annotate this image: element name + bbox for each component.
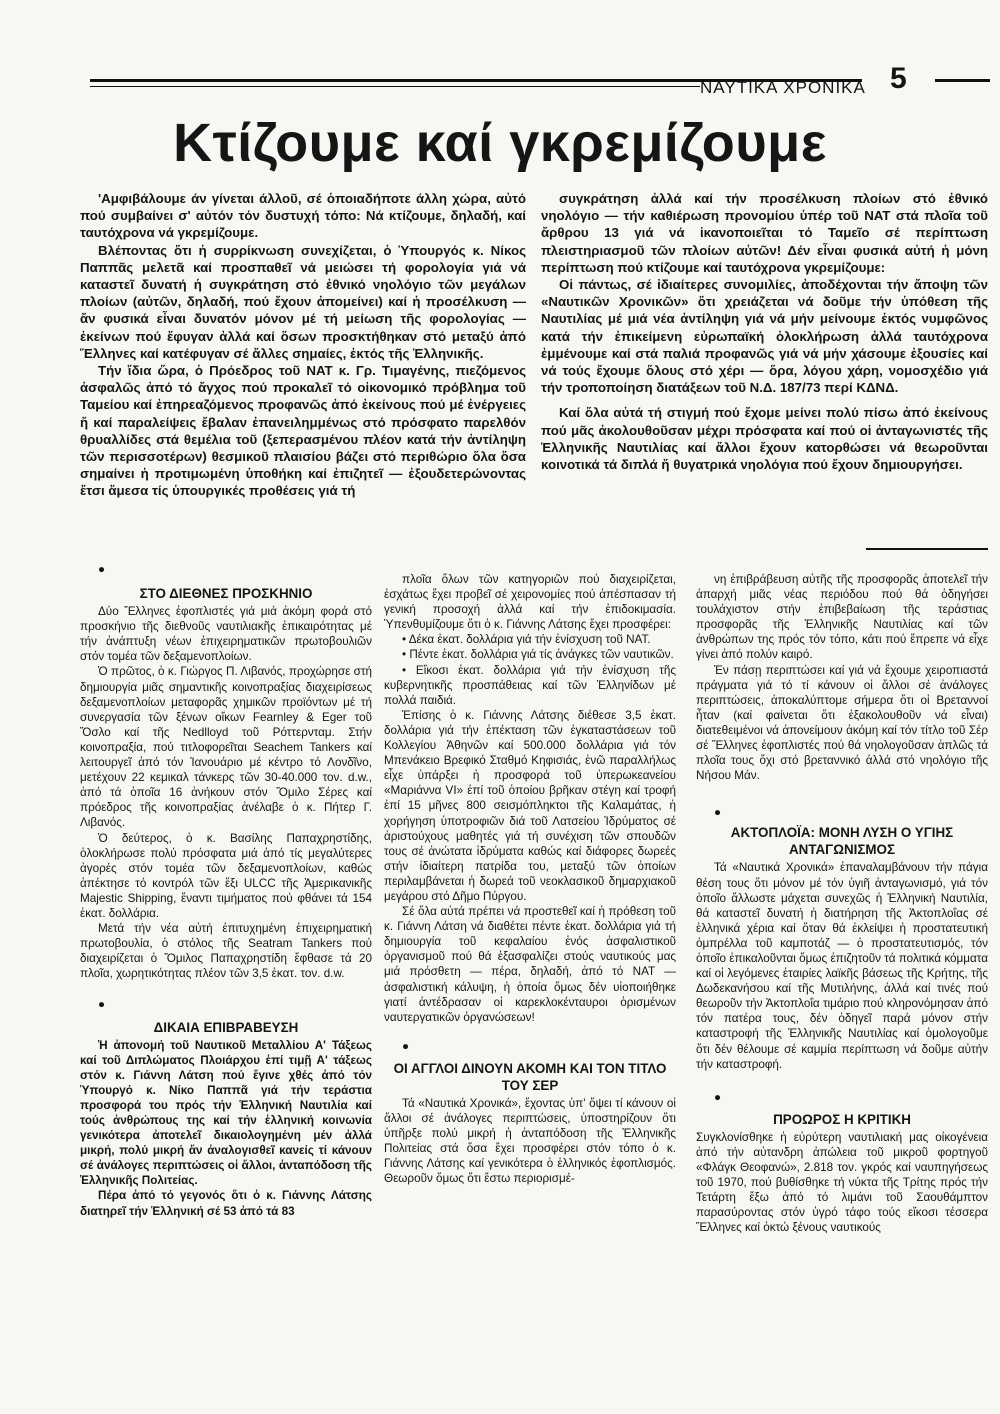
section-title: ΔΙΚΑΙΑ ΕΠΙΒΡΑΒΕΥΣΗ — [153, 1019, 299, 1035]
section-bullet: ● — [98, 563, 106, 576]
article-end-rule — [866, 548, 988, 550]
bullet-item: • Εἴκοσι ἑκατ. δολλάρια γιά τήν ἐνίσχυση τῆς κυβερνητικῆς προσπάθειας καί τῶν Ἑλληνίδων μέ πολλά παιδιά. — [384, 663, 676, 707]
body-paragraph: Συγκλονίσθηκε ἡ εὐρύτερη ναυτιλιακή μας οἰκογένεια ἀπό τήν αὐτανδρη ἀπώλεια τοῦ μικροῦ φορτηγοῦ «Φλάγκ Θεοφανώ», 2.818 τον. γκρός καί ναυπηγήσεως τοῦ 1970, πού βυθίσθηκε τή νύκτα τῆς Τρίτης πρός τήν Τετάρτη ἔξω ἀπό τό λιμάνι τοῦ Σαουθάμπτον παρασύροντας στόν ὑγρό τάφο τούς εἴκοσι τέσσερα Ἕλληνες καί ὀκτώ ξένους ναυτικούς — [696, 1130, 988, 1235]
column-3 — [696, 572, 988, 1398]
section-title: ΟΙ ΑΓΓΛΟΙ ΔΙΝΟΥΝ ΑΚΟΜΗ ΚΑΙ ΤΟΝ ΤΙΤΛΟ ΤΟΥ ΣΕΡ — [393, 1060, 667, 1093]
bullet-item: • Πέντε ἑκατ. δολλάρια γιά τίς ἀνάγκες τῶν ναυτικῶν. — [402, 648, 674, 662]
section-bullet: ● — [714, 806, 722, 820]
lead-paragraph: Καί ὅλα αὐτά τή στιγμή πού ἔχομε μείνει πολύ πίσω ἀπό ἐκείνους πού μᾶς ἀκολουθοῦσαν μέχρι πρόσφατα καί πού οἱ ἀνταγωνιστές τῆς Ἑλληνικῆς Ναυτιλίας καί ἄλλοι ἔχουν κατορθώσει νά θεωροῦνται κοινοτικά τά διπλά ἤ θυγατρικά νηολόγια πού ἔχουν δημιουργήσει. — [541, 405, 988, 473]
headline: Κτίζουμε καί γκρεμίζουμε — [173, 113, 827, 173]
column-2 — [384, 572, 676, 1398]
section-title: ΠΡΟΩΡΟΣ Η ΚΡΙΤΙΚΗ — [773, 1111, 911, 1127]
top-rule-right — [935, 79, 990, 82]
body-paragraph: Πέρα ἀπό τό γεγονός ὅτι ὁ κ. Γιάννης Λάτσης διατηρεῖ τήν Ἑλληνική σέ 53 ἀπό τά 83 — [80, 1189, 372, 1218]
publication-name: ΝΑΥΤΙΚΑ ΧΡΟΝΙΚΑ — [700, 78, 866, 97]
body-paragraph: Σέ ὅλα αὐτά πρέπει νά προστεθεῖ καί ἡ πρόθεση τοῦ κ. Γιάννη Λάτση νά διαθέτει πέντε ἑκατ. δολλάρια γιά τή δημιουργία τοῦ κεφαλαίου ἑνός ἀσφαλιστικοῦ ὀργανισμοῦ πού θά ἐξασφαλίζει στούς ναυτικούς μας μιά πρόσθετη — πέρα, δηλαδή, ἀπό τό ΝΑΤ — ἀσφαλιστική κάλυψη, ἡ ὁποία ὅμως δέν υἱοποιήθηκε γιατί ἀντέδρασαν οἱ καρεκλοκένταυροι ὁρισμένων ναυτεργατικῶν ὀργανώσεων! — [384, 905, 676, 1024]
body-paragraph: Ἐν πάσῃ περιπτώσει καί γιά νά ἔχουμε χειροπιαστά πράγματα γιά τό τί κάνουν οἱ ἄλλοι σέ ἀνάλογες περιπτώσεις, ἀποκαλύπτομε σήμερα ὅτι οἱ Βρεταννοί ἦταν (καί φαίνεται ὅτι ἐξακολουθοῦν νά εἶναι) διατεθειμένοι νά ἀπονείμουν ἀκόμη καί τόν τίτλο τοῦ Σέρ σέ Ἕλληνες ἐφοπλιστές πού θά νηολογοῦσαν ἁπλῶς τά πλοῖα τους ὄχι στό βρεταννικό ἀλλά στό νηολόγιο τῆς Νήσου Μάν. — [696, 663, 988, 783]
lead-paragraph: 'Αμφιβάλουμε άν γίνεται άλλοῦ, σέ ὁποιαδήποτε άλλη χώρα, αὐτό πού συμβαίνει σ' αὐτόν τόν δυστυχή τόπο: Νά κτίζουμε, δηλαδή, καί ταυτόχρονα νά γκρεμίζουμε. — [80, 191, 526, 241]
section-bullet: ● — [402, 1039, 410, 1053]
page-number: 5 — [890, 62, 907, 95]
body-paragraph: νη ἐπιβράβευση αὐτῆς τῆς προσφορᾶς ἀποτελεῖ τήν ἀπαρχή μιᾶς νέας περιόδου πού θά ὁδηγήσει τουλάχιστον στήν ἐπιβεβαίωση τῆς τεράστιας προσφορᾶς τῆς Ἑλληνικῆς Ναυτιλίας καί τῶν ἀνθρώπων της πρός τόν τόπο, κάτι πού ἔπρεπε νά εἶχε γίνει ἀπό πολύν καιρό. — [696, 573, 988, 662]
lead-paragraph: Βλέποντας ὅτι ἡ συρρίκνωση συνεχίζεται, ὁ Ὑπουργός κ. Νίκος Παππᾶς μελετᾶ καί προσπαθεῖ νά μειώσει τή φορολογία γιά νά καταστεῖ δυνατή ἡ συγκράτηση στό ἐθνικό νηολόγιο τῶν μεγάλων πλοίων (αὐτῶν, δηλαδή, πού ἔχουν ἀπομείνει) καί ἡ προσέλκυση — ἄν φυσικά εἶναι δυνατόν μόνον μέ τή μείωση τῆς φορολογίας — ἐκείνων πού ἔφυγαν ἀλλά καί ὅσων προσκτήθηκαν στό μεταξύ ἀπό Ἕλληνες καί κατέφυγαν σέ ἄλλες σημαίες, ἐκτός τῆς Ἑλληνικῆς. — [80, 242, 526, 361]
lead-paragraph: Τήν ἴδια ὥρα, ὁ Πρόεδρος τοῦ ΝΑΤ κ. Γρ. Τιμαγένης, πιεζόμενος ἀσφαλῶς ἀπό τό ἄγχος πού προκαλεῖ τό οἰκονομικό πρόβλημα τοῦ Ταμείου καί ἐπηρεαζόμενος προφανῶς ἀπό ἐκείνους πού μέ ἐνέργειες ἤ καί παραλείψεις ἔβαλαν ἐπανειλημμένως στό πρόσφατο παρελθόν θρυαλλίδες στά θεμέλια τοῦ (ξεπερασμένου πλέον κατά τήν ἀντίληψη τῶν περισσοτέρων) θεσμικοῦ πλαισίου βάζει στό περιθώριο ὅλα ὅσα σημαίνει ἡ προτιμωμένη ὑποθήκη καί ἐπιζητεῖ — ἐξουδετερώνοντας ἔτσι ἄμεσα τίς ὑπουργικές προθέσεις γιά τή — [80, 363, 526, 499]
section-bullet: ● — [98, 998, 106, 1012]
column-1 — [80, 562, 372, 1398]
main-article-left-column — [80, 190, 526, 562]
body-paragraph: Ἐπίσης ὁ κ. Γιάννης Λάτσης διέθεσε 3,5 ἑκατ. δολλάρια γιά τήν ἐπέκταση τῶν ἐγκαταστάσεων τοῦ Κολλεγίου Ἀθηνῶν καί 500.000 δολλάρια γιά τόν Μπενάκειο Βρεφικό Σταθμό Κηφισιάς, ἐνῶ παραλλήλως εἶχε ὑπάρξει ἡ προσφορά τοῦ ὑπερωκεανείου «Μαριάννα VI» ἐπί τοῦ ὁποίου βρῆκαν στέγη καί τροφή ἐπί 15 μῆνες 800 σεισμόπληκτοι τῆς Καλαμάτας, ἡ χορήγηση ὑποτροφιῶν διά τοῦ Λατσείου Ἱδρύματος σέ ἀριστούχους μαθητές γιά τή συνέχιση τῶν σπουδῶν τους σέ ἀνώτατα ἱδρύματα καθώς καί διάφορες δωρεές στήν ἰδιαίτερη πατρίδα του, μεταξύ τῶν ὁποίων περιλαμβάνεται ἡ δωρεά τοῦ νεοκλασικοῦ δημαρχιακοῦ μεγάρου στό Δῆμο Πύργου. — [384, 708, 676, 903]
body-paragraph: Δύο Ἕλληνες ἐφοπλιστές γιά μιά ἀκόμη φορά στό προσκήνιο τῆς διεθνοῦς ναυτιλιακῆς ἐπικαιρότητας μέ τήν ἀνάπτυξη νέων ἐπιχειρηματικῶν πρωτοβουλιῶν στόν τομέα τῶν δεξαμενοπλοίων. — [80, 605, 372, 664]
section-title: ΣΤΟ ΔΙΕΘΝΕΣ ΠΡΟΣΚΗΝΙΟ — [139, 586, 313, 602]
section-bullet: ● — [714, 1090, 722, 1104]
lead-paragraph: συγκράτηση ἀλλά καί τήν προσέλκυση πλοίων στό ἐθνικό νηολόγιο — τήν καθιέρωση προνομίου ὑπέρ τοῦ ΝΑΤ στά πλοῖα τοῦ ἄρθρου 13 γιά νά ἱκανοποιεῖται τό Ταμεῖο σέ περίπτωση πλειστηριασμοῦ τῶν πλοίων αὐτῶν! Δέν εἶναι φυσικά αὐτή ἡ μόνη περίπτωση πού κτίζουμε καί ταυτόχρονα γκρεμίζουμε: — [541, 191, 988, 275]
body-paragraph: Ἡ ἀπονομή τοῦ Ναυτικοῦ Μεταλλίου Α' Τάξεως καί τοῦ Διπλώματος Πλοιάρχου ἐπί τιμῇ Α' τάξεως στόν κ. Γιάννη Λάτση πού ἔγινε χθές ἀπό τόν Ὑπουργό κ. Νίκο Παππᾶ γιά τήν τεράστια προσφορά του πρός τήν Ἑλληνική Ναυτιλία καί τούς ἀνθρώπους της καί τήν ἑλληνική κοινωνία γενικότερα ἀποτελεῖ δικαιολογημένη μέν ἀλλά μικρή, πολύ μικρή ἄν ἀναλογισθεῖ κανείς τί κάνουν σέ ἀνάλογες περιπτώσεις οἱ ἄλλοι, ἀνταπόδοση τῆς Ἑλληνικῆς Πολιτείας. — [80, 1038, 372, 1188]
body-paragraph: Ὁ πρῶτος, ὁ κ. Γιώργος Π. Λιβανός, προχώρησε στή δημιουργία μιᾶς σημαντικῆς κοινοπραξίας διαχειρίσεως δεξαμενοπλοίων μεταφορᾶς χημικῶν προϊόντων μέ τή συνεργασία τῶν ξένων οἴκων Fearnley & Eger τοῦ Ὄσλο καί τῆς Nedlloyd τοῦ Ρόττερνταμ. Στήν κοινοπραξία, πού τιτλοφορεῖται Seachem Tankers καί λειτουργεῖ ἀπό τόν Ἰανουάριο μέ κέντρο τό Λονδῖνο, μετέχουν 22 κεμικαλ τάνκερς τῶν 30-40.000 τον. d.w., ἀπό τά ὁποῖα 16 ἀνήκουν στόν Ὅμιλο Σέρες καί πρόεδρος τῆς κοινοπραξίας ἀνέλαβε ὁ κ. Πήτερ Γ. Λιβανός. — [80, 665, 372, 830]
lead-paragraph: Οἱ πάντως, σέ ἰδιαίτερες συνομιλίες, ἀποδέχονται τήν ἄποψη τῶν «Ναυτικῶν Χρονικῶν» ὅτι χρειάζεται νά δοῦμε τήν ὑπόθεση τῆς Ναυτιλίας μέ μιά νέα ἀντίληψη γιά νά μήν μείνουμε ἐκτός νυμφῶνος κατά τήν ἐπικείμενη εὐρωπαϊκή ὁλοκλήρωση ἀλλά ταυτόχρονα ἐμμένουμε καί στά παλιά προφανῶς γιά νά μήν χάσουμε ἐξουσίες καί νά τούς ἔχουμε ὅλους στό χέρι — ὅρα, λόγου χάρη, νομοσχέδιο γιά τήν τροποποίηση διατάξεων τοῦ Ν.Δ. 187/73 περί ΚΔΝΔ. — [541, 277, 988, 396]
body-paragraph: Μετά τήν νέα αὐτή ἐπιτυχημένη ἐπιχειρηματική πρωτοβουλία, ὁ στόλος τῆς Seatram Tankers πού διαχειρίζεται ὁ Ὅμιλος Παπαχρηστίδη ἔφθασε τά 20 πλοῖα, χωρητικότητας πλέον τῶν 3,5 ἑκατ. τον. d.w. — [80, 922, 372, 981]
top-rule-thin — [90, 86, 700, 87]
body-paragraph: Τά «Ναυτικά Χρονικά», ἔχοντας ὑπ' ὄψει τί κάνουν οἱ ἄλλοι σέ ἀνάλογες περιπτώσεις, ὑποστηρίζουν ὅτι ὑπῆρξε πολύ μικρή ἡ ἀνταπόδοση τῆς Ἑλληνικῆς Πολιτείας στά ὅσα ἔχει προσφέρει στόν τόπο ὁ κ. Γιάννης Λάτσης καί γενικότερα ὁ ἑλληνικός ἐφοπλισμός. Θεωροῦν ὅμως ὅτι ἔστω περιορισμέ- — [384, 1096, 676, 1186]
section-title: ΑΚΤΟΠΛΟΪΑ: ΜΟΝΗ ΛΥΣΗ Ο ΥΓΙΗΣ ΑΝΤΑΓΩΝΙΣΜΟΣ — [730, 825, 954, 858]
bullet-item: • Δέκα ἑκατ. δολλάρια γιά τήν ἐνίσχυση τοῦ ΝΑΤ. — [402, 633, 651, 647]
body-paragraph: Τά «Ναυτικά Χρονικά» ἐπαναλαμβάνουν τήν πάγια θέση τους ὅτι μόνον μέ τόν ὑγιῆ ἀνταγωνισμό, γιά τόν ὁποῖο ἄλλωστε μάχεται συνεχῶς ἡ Ἑλληνική Ναυτιλία, θά καταστεῖ δυνατή ἡ διατήρηση τῆς Ἀκτοπλοΐας σέ ἑλληνικά χέρια καί ὅταν θά ἐκλείψει ἡ προστατευτική ὀμπρέλλα τοῦ καμποτάζ — ὁ προστατευτισμός, τόν ὁποῖο ἐπικαλοῦνται ὅμως ἐπιζητοῦν τά πολιτικά κόμματα καί οἱ λεγόμενες ἑταιρίες λαϊκῆς βάσεως τῆς Κρήτης, τῆς Δωδεκανήσου καί τῆς Μυτιλήνης, ἀλλά καί τινές πού θεωροῦν τήν Ἀκτοπλοΐα τιμάριο πού κληρονόμησαν ἀπό τόν πατέρα τους, δέν ὁδηγεῖ παρά μόνον στήν καταστροφή τῆς Ἑλληνικῆς Ναυτιλίας καί ὁμολογοῦμε ὅτι δέν θέλουμε σέ καμμία περίπτωση νά δοῦμε αὐτήν τήν καταστροφή. — [696, 861, 988, 1071]
main-article-right-column — [541, 190, 988, 544]
body-paragraph: Ὁ δεύτερος, ὁ κ. Βασίλης Παπαχρηστίδης, ὁλοκλήρωσε πολύ πρόσφατα μιά ἀπό τίς μεγαλύτερες ἀγορές στόν τομέα τῶν δεξαμενοπλοίων, καθώς ἀπέκτησε τό κοντρόλ τῶν ἕξι ULCC τῆς Ἀμερικανικῆς Majestic Shipping, ἔναντι τιμήματος πού φθάνει τά 154 ἑκατ. δολλάρια. — [80, 831, 372, 920]
body-paragraph: πλοῖα ὅλων τῶν κατηγοριῶν πού διαχειρίζεται, ἐσχάτως ἔχει προβεῖ σέ χειρονομίες πού ἀπέσπασαν τή γενική προσοχή ἀλλά καί τήν ἐπιδοκιμασία. Ὑπενθυμίζουμε ὅτι ὁ κ. Γιάννης Λάτσης ἔχει προσφέρει: — [384, 573, 676, 632]
